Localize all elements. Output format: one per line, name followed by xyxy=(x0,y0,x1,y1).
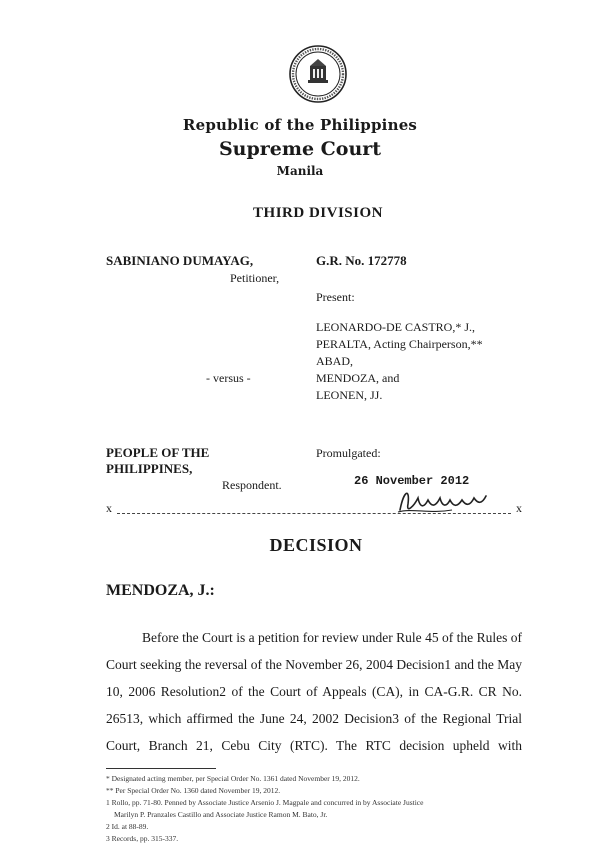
footnote: Marilyn P. Pranzales Castillo and Associate Justice Ramon M. Bato, Jr. xyxy=(114,810,328,819)
decision-title: DECISION xyxy=(269,535,363,555)
footnote-rule xyxy=(106,768,216,769)
separator-dashes xyxy=(117,513,511,514)
justice-line: LEONEN, JJ. xyxy=(316,388,383,402)
respondent-role: Respondent. xyxy=(222,478,282,492)
justice-line: PERALTA, Acting Chairperson,** xyxy=(316,337,483,351)
caption-separator xyxy=(106,501,522,516)
body-line: 26513, which affirmed the June 24, 2002 Decision3 of the Regional Trial xyxy=(106,711,522,726)
separator-right-x: x xyxy=(516,501,522,515)
petitioner-name: SABINIANO DUMAYAG, xyxy=(106,253,254,268)
justice-line: LEONARDO-DE CASTRO,* J., xyxy=(316,320,475,334)
respondent-name-line1: PEOPLE OF THE xyxy=(106,445,210,460)
separator-left-x: x xyxy=(106,501,112,515)
division-title: THIRD DIVISION xyxy=(253,205,383,221)
city-heading: Manila xyxy=(276,164,324,178)
supreme-court-seal-icon xyxy=(288,44,348,104)
court-heading: Supreme Court xyxy=(218,138,382,160)
case-number: G.R. No. 172778 xyxy=(316,253,407,268)
footnote: 3 Records, pp. 315-337. xyxy=(106,834,179,843)
justice-line: MENDOZA, and xyxy=(316,371,400,385)
ponente: MENDOZA, J.: xyxy=(106,582,215,599)
republic-heading: Republic of the Philippines xyxy=(182,116,418,134)
body-line: Court seeking the reversal of the November 26, 2004 Decision1 and the May xyxy=(106,657,522,672)
justice-line: ABAD, xyxy=(316,354,354,368)
respondent-name-line2: PHILIPPINES, xyxy=(106,461,193,476)
body-line: Court, Branch 21, Cebu City (RTC). The RTC decision upheld with xyxy=(106,738,522,753)
versus-text: - versus - xyxy=(206,371,251,385)
petitioner-role: Petitioner, xyxy=(230,271,280,285)
footnote: ** Per Special Order No. 1360 dated November 19, 2012. xyxy=(106,786,281,795)
present-label: Present: xyxy=(316,290,355,304)
footnote: 1 Rollo, pp. 71-80. Penned by Associate Justice Arsenio J. Magpale and concurred in by Associate Justice xyxy=(106,798,424,807)
footnote: 2 Id. at 88-89. xyxy=(106,822,149,831)
body-line: 10, 2006 Resolution2 of the Court of Appeals (CA), in CA-G.R. CR No. xyxy=(106,684,522,699)
footnote: * Designated acting member, per Special Order No. 1361 dated November 19, 2012. xyxy=(106,774,360,783)
body-line: Before the Court is a petition for review under Rule 45 of the Rules of xyxy=(142,630,522,645)
promulgated-label: Promulgated: xyxy=(316,446,381,460)
promulgated-date: 26 November 2012 xyxy=(354,474,470,488)
